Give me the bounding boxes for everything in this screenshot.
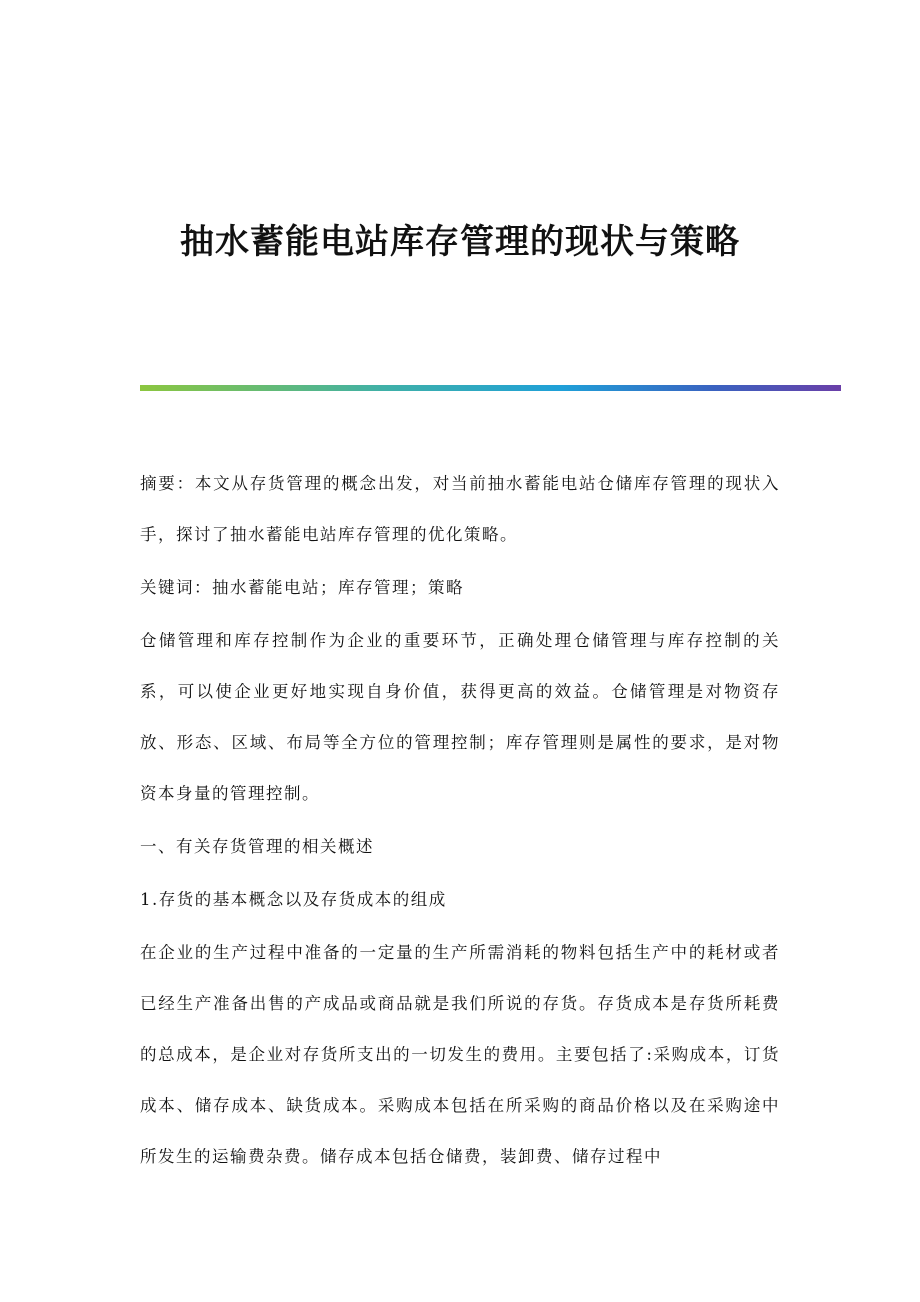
title-divider [140,385,841,391]
document-title: 抽水蓄能电站库存管理的现状与策略 [180,222,740,262]
keywords-paragraph: 关键词：抽水蓄能电站；库存管理；策略 [140,578,464,597]
document-body [140,458,780,1182]
subsection-heading: 1.存货的基本概念以及存货成本的组成 [140,890,447,909]
intro-paragraph: 仓储管理和库存控制作为企业的重要环节，正确处理仓储管理与库存控制的关系，可以使企业更好地实现自身价值，获得更高的效益。仓储管理是对物资存放、形态、区域、布局等全方位的管理控制；库存管理则是属性的要求，是对物资本身量的管理控制。 [140,631,780,803]
section-heading: 一、有关存货管理的相关概述 [140,837,374,856]
abstract-paragraph: 摘要：本文从存货管理的概念出发，对当前抽水蓄能电站仓储库存管理的现状入手，探讨了抽水蓄能电站库存管理的优化策略。 [140,474,780,544]
body-paragraph: 在企业的生产过程中准备的一定量的生产所需消耗的物料包括生产中的耗材或者已经生产准备出售的产成品或商品就是我们所说的存货。存货成本是存货所耗费的总成本，是企业对存货所支出的一切发生的费用。主要包括了:采购成本，订货成本、储存成本、缺货成本。采购成本包括在所采购的商品价格以及在采购途中所发生的运输费杂费。储存成本包括仓储费，装卸费、储存过程中 [140,943,780,1166]
